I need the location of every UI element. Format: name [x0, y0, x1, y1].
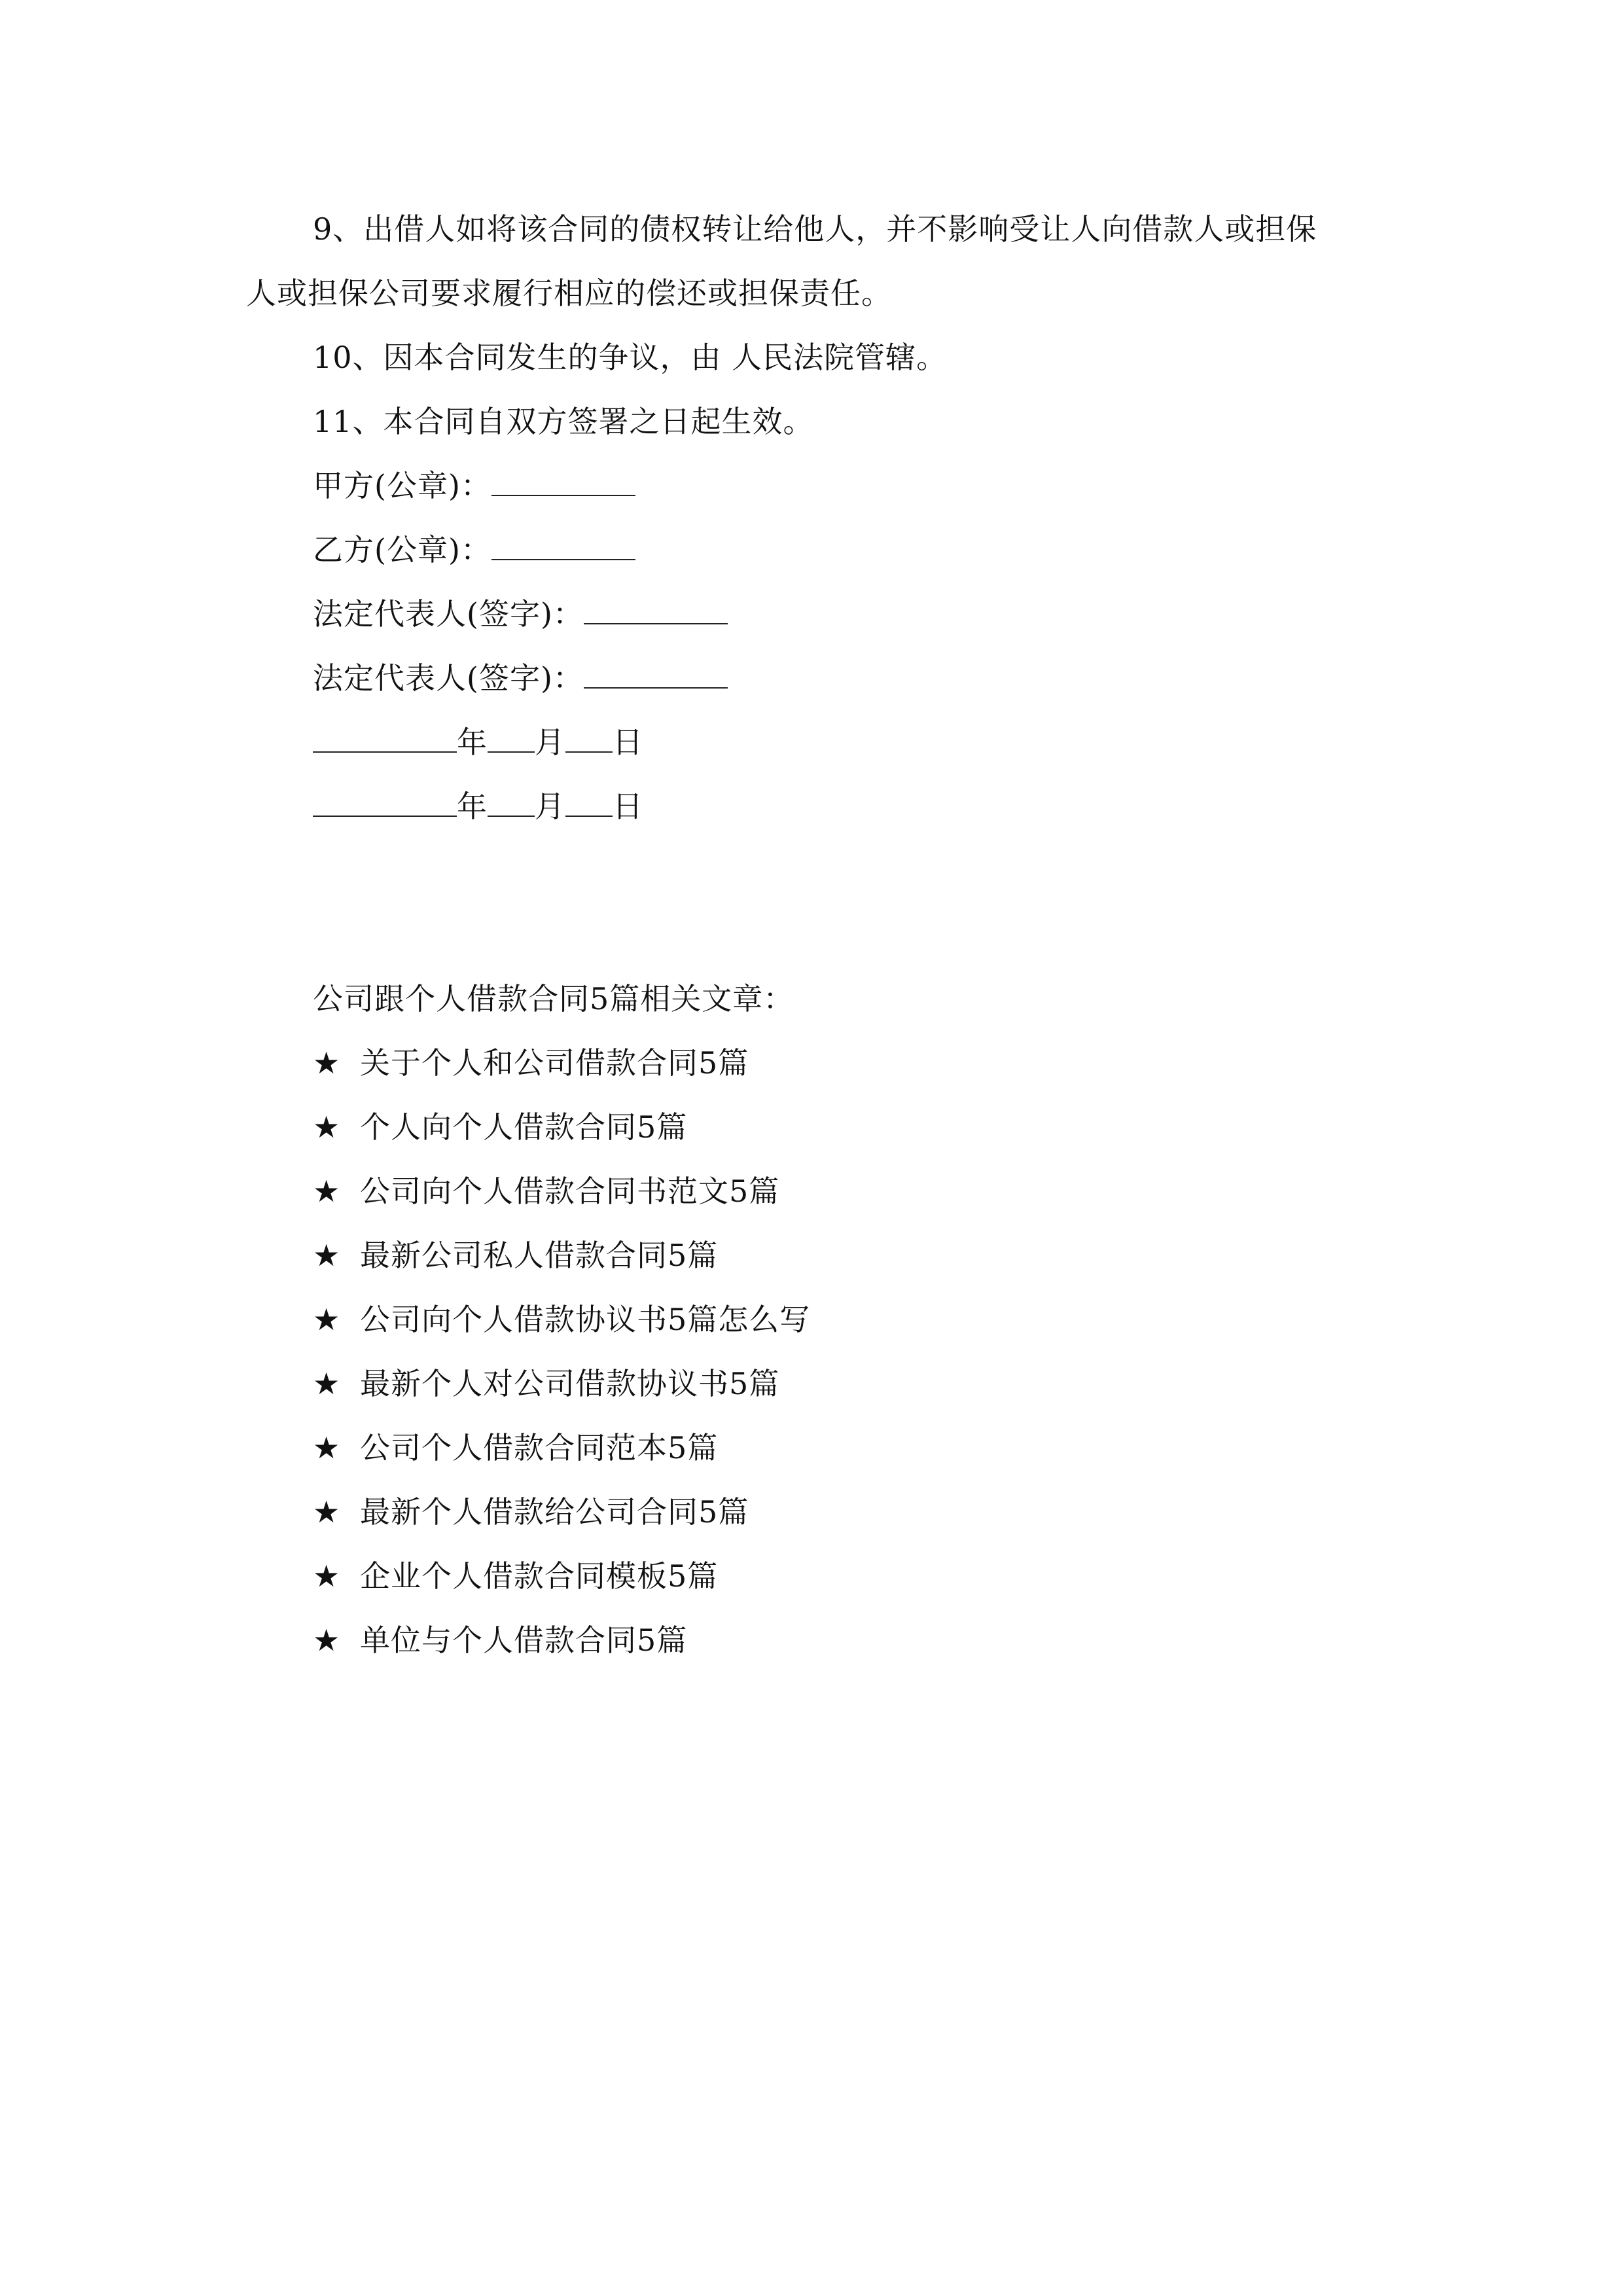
related-article-link[interactable]: 最新个人借款给公司合同5篇 — [360, 1494, 749, 1530]
party-a-seal-blank — [491, 469, 635, 496]
related-article-link[interactable]: 公司个人借款合同范本5篇 — [360, 1430, 719, 1465]
rep-a-signature-label: 法定代表人(签字)： — [313, 596, 584, 632]
year-label: 年 — [457, 725, 488, 760]
clause-9-line-1: 9、出借人如将该合同的债权转让给他人，并不影响受让人向借款人或担保 — [313, 211, 1317, 247]
related-article-item[interactable] — [313, 1621, 687, 1660]
year-blank — [313, 789, 457, 817]
month-label: 月 — [535, 789, 565, 824]
related-article-item[interactable] — [313, 1300, 810, 1339]
clause-9-line-2: 人或担保公司要求履行相应的偿还或担保责任。 — [246, 276, 892, 311]
star-icon: ★ — [313, 1238, 341, 1273]
related-article-link[interactable]: 最新个人对公司借款协议书5篇 — [360, 1366, 780, 1401]
related-article-item[interactable] — [313, 1043, 749, 1083]
party-b-seal-label: 乙方(公章)： — [313, 532, 491, 567]
clause-10: 10、因本合同发生的争议，由 人民法院管辖。 — [313, 340, 948, 375]
related-article-item[interactable] — [313, 1364, 779, 1403]
day-blank — [565, 725, 613, 753]
star-icon: ★ — [313, 1366, 341, 1401]
star-icon: ★ — [313, 1623, 341, 1658]
day-label: 日 — [613, 789, 643, 824]
rep-b-signature-blank — [584, 661, 728, 689]
star-icon: ★ — [313, 1430, 341, 1465]
related-article-item[interactable] — [313, 1236, 718, 1275]
party-a-seal-label: 甲方(公章)： — [313, 468, 491, 503]
star-icon: ★ — [313, 1302, 341, 1337]
related-article-link[interactable]: 关于个人和公司借款合同5篇 — [360, 1045, 749, 1081]
related-article-link[interactable]: 个人向个人借款合同5篇 — [360, 1109, 688, 1145]
month-label: 月 — [535, 725, 565, 760]
related-article-item[interactable] — [313, 1172, 779, 1211]
related-article-link[interactable]: 公司向个人借款合同书范文5篇 — [360, 1174, 780, 1209]
related-article-item[interactable] — [313, 1492, 749, 1532]
related-article-item[interactable] — [313, 1428, 718, 1467]
party-b-seal-blank — [491, 533, 635, 560]
year-label: 年 — [457, 789, 488, 824]
related-article-link[interactable]: 单位与个人借款合同5篇 — [360, 1623, 688, 1658]
related-article-link[interactable]: 最新公司私人借款合同5篇 — [360, 1238, 719, 1273]
month-blank — [488, 789, 535, 817]
related-article-item[interactable] — [313, 1107, 687, 1147]
day-blank — [565, 789, 613, 817]
rep-a-signature-blank — [584, 597, 728, 624]
rep-b-signature-line — [313, 658, 728, 698]
star-icon: ★ — [313, 1174, 341, 1209]
rep-a-signature-line — [313, 594, 728, 634]
star-icon: ★ — [313, 1045, 341, 1081]
party-a-seal-line — [313, 466, 635, 505]
clause-11: 11、本合同自双方签署之日起生效。 — [313, 404, 814, 439]
star-icon: ★ — [313, 1109, 341, 1145]
date-line-a — [313, 723, 643, 762]
date-line-b — [313, 787, 643, 826]
party-b-seal-line — [313, 530, 635, 569]
month-blank — [488, 725, 535, 753]
star-icon: ★ — [313, 1494, 341, 1530]
day-label: 日 — [613, 725, 643, 760]
rep-b-signature-label: 法定代表人(签字)： — [313, 660, 584, 696]
year-blank — [313, 725, 457, 753]
related-article-link[interactable]: 企业个人借款合同模板5篇 — [360, 1558, 719, 1594]
related-article-link[interactable]: 公司向个人借款协议书5篇怎么写 — [360, 1302, 811, 1337]
star-icon: ★ — [313, 1558, 341, 1594]
related-articles-heading: 公司跟个人借款合同5篇相关文章： — [313, 981, 794, 1016]
related-article-item[interactable] — [313, 1556, 718, 1596]
